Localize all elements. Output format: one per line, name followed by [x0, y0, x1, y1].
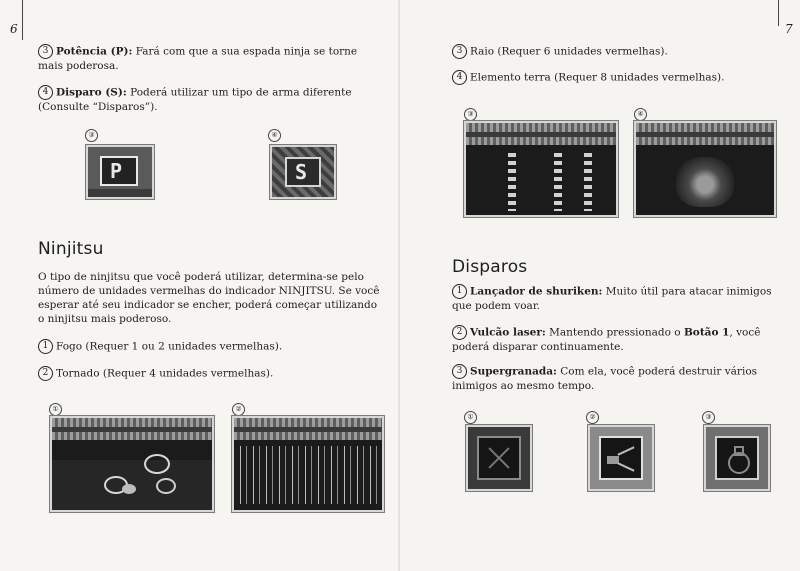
p-letter: P — [110, 159, 123, 183]
grenade-pin — [734, 446, 744, 456]
icon-floor — [88, 189, 152, 197]
fire-blast — [122, 484, 136, 494]
item-text: Tornado (Requer 4 unidades vermelhas). — [56, 367, 274, 380]
item-label: Supergranada: — [470, 365, 557, 378]
power-s-icon-image — [270, 145, 336, 199]
page-edge-line — [22, 0, 23, 40]
figure-mark: ③ — [702, 411, 715, 424]
ninjitsu-item-3 — [452, 44, 772, 59]
figure-mark: ① — [49, 403, 62, 416]
item-label: Lançador de shuriken: — [470, 285, 603, 298]
shuriken-icon — [477, 436, 521, 480]
s-letter: S — [295, 160, 308, 184]
ninjitsu-item-1 — [38, 339, 378, 354]
figure-mark: ④ — [268, 129, 281, 142]
item-label: Potência (P): — [56, 45, 133, 58]
item-number: 4 — [38, 85, 53, 100]
item-text: Poderá utilizar um tipo de arma diferente (Consulte “Disparos”). — [38, 86, 352, 113]
item-number: 1 — [38, 339, 53, 354]
item-label: Disparo (S): — [56, 86, 127, 99]
ninjitsu-item-4 — [452, 70, 772, 85]
tornado-screenshot — [232, 416, 384, 512]
power-p-icon-image — [86, 145, 154, 199]
item-text: Com ela, você poderá destruir vários inimigos ao mesmo tempo. — [452, 365, 758, 392]
section-title-ninjitsu: Ninjitsu — [38, 239, 104, 259]
game-hud — [466, 123, 616, 145]
grenade-icon — [715, 436, 759, 480]
figure-mark: ④ — [634, 108, 647, 121]
game-hud — [636, 123, 774, 145]
shuriken-icon-image — [466, 425, 532, 491]
figure-mark: ③ — [464, 108, 477, 121]
earth-monster — [676, 157, 734, 207]
earth-screenshot — [634, 121, 776, 217]
power-item-3 — [38, 44, 378, 73]
item-text: Fogo (Requer 1 ou 2 unidades vermelhas). — [56, 340, 283, 353]
item-number: 4 — [452, 70, 467, 85]
item-text-post: , você poderá disparar continuamente. — [452, 326, 761, 353]
page-number-right: 7 — [785, 22, 793, 36]
laser-icon-image — [588, 425, 654, 491]
weapon-item-1 — [452, 284, 782, 313]
item-text-pre: Mantendo pressionado o — [549, 326, 681, 339]
figure-mark: ① — [464, 411, 477, 424]
laser-beam — [617, 446, 634, 455]
item-number: 2 — [452, 325, 467, 340]
fire-screenshot — [50, 416, 214, 512]
section-title-disparos: Disparos — [452, 257, 528, 277]
item-number: 1 — [452, 284, 467, 299]
figure-mark: ② — [232, 403, 245, 416]
power-item-4 — [38, 85, 383, 114]
item-number: 2 — [38, 366, 53, 381]
ninjitsu-intro: O tipo de ninjitsu que você poderá utilizar, determina-se pelo número de unidades vermelhas do indicador NINJITSU. Se você esperar até seu indicador se encher, poderá começar utilizando o ninjitsu mais poderoso. — [38, 271, 380, 325]
item-inline-bold: Botão 1 — [683, 326, 730, 339]
laser-beam — [617, 462, 634, 471]
item-text: Muito útil para atacar inimigos que podem voar. — [452, 285, 772, 312]
item-label: Vulcão laser: — [470, 326, 546, 339]
page-number-left: 6 — [10, 22, 18, 36]
lightning-screenshot — [464, 121, 618, 217]
item-number: 3 — [452, 44, 467, 59]
lightning-bolt — [554, 153, 562, 211]
s-icon — [285, 157, 321, 187]
tornado-effect — [234, 446, 382, 504]
item-number: 3 — [452, 364, 467, 379]
ninjitsu-item-2 — [38, 366, 378, 381]
item-text: Elemento terra (Requer 8 unidades vermelhas). — [470, 71, 725, 84]
item-text: Raio (Requer 6 unidades vermelhas). — [470, 45, 668, 58]
p-icon — [100, 156, 138, 186]
item-text: Fará com que a sua espada ninja se torne mais poderosa. — [38, 45, 358, 72]
game-hud — [234, 418, 382, 440]
fire-ring — [144, 454, 170, 474]
fire-ring — [156, 478, 176, 494]
lightning-bolt — [508, 153, 516, 211]
laser-icon — [599, 436, 643, 480]
game-hud — [52, 418, 212, 440]
figure-mark: ② — [586, 411, 599, 424]
weapon-item-3 — [452, 364, 782, 393]
lightning-bolt — [584, 153, 592, 211]
item-number: 3 — [38, 44, 53, 59]
right-page — [400, 0, 800, 571]
page-edge-line — [778, 0, 779, 26]
figure-mark: ③ — [85, 129, 98, 142]
grenade-icon-image — [704, 425, 770, 491]
weapon-item-2 — [452, 325, 782, 354]
